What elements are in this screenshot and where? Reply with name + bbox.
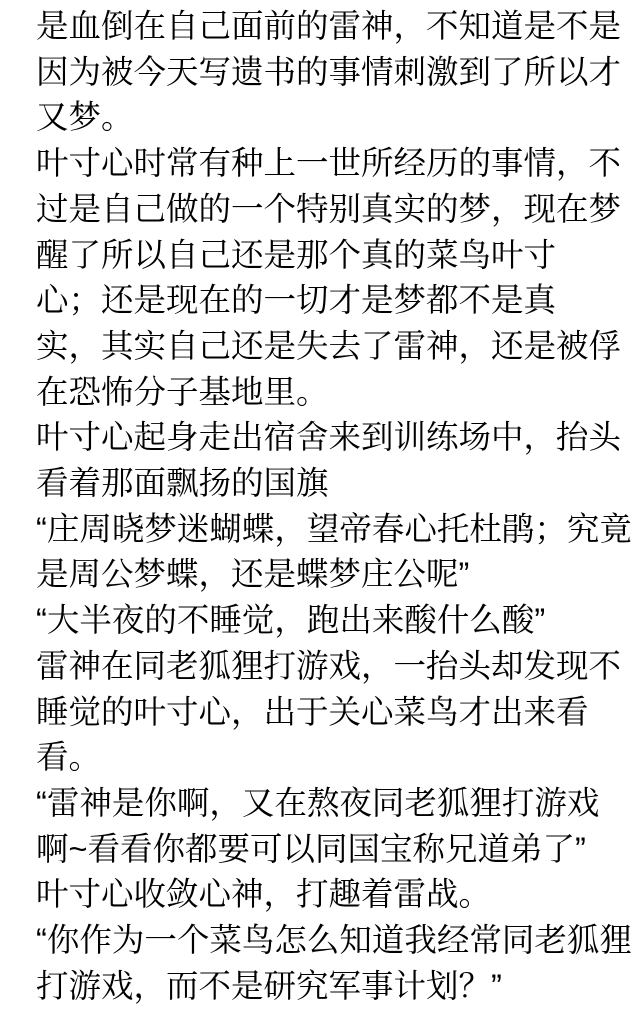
text-line: “庄周晓梦迷蝴蝶，望帝春心托杜鹃；究竟 <box>36 510 632 547</box>
text-line: 看。 <box>36 739 102 776</box>
text-line: 在恐怖分子基地里。 <box>36 373 329 410</box>
text-line: 打游戏，而不是研究军事计划？” <box>36 967 502 1004</box>
text-line: 实，其实自己还是失去了雷神，还是被俘 <box>36 327 622 364</box>
text-line: 醒了所以自己还是那个真的菜鸟叶寸 <box>36 236 557 273</box>
text-line: 叶寸心收敛心神，打趣着雷战。 <box>36 876 492 913</box>
text-line: “你作为一个菜鸟怎么知道我经常同老狐狸 <box>36 922 632 959</box>
text-line: 心；还是现在的一切才是梦都不是真 <box>36 282 557 319</box>
text-line: 是血倒在自己面前的雷神，不知道是不是 <box>36 8 622 44</box>
text-line: 叶寸心起身走出宿舍来到训练场中，抬头 <box>36 419 622 456</box>
text-line: 看着那面飘扬的国旗 <box>36 465 329 502</box>
text-line: 又梦。 <box>36 99 134 136</box>
text-line: 叶寸心时常有种上一世所经历的事情，不 <box>36 145 622 182</box>
text-line: 睡觉的叶寸心，出于关心菜鸟才出来看 <box>36 693 589 730</box>
text-line: “雷神是你啊，又在熬夜同老狐狸打游戏 <box>36 784 600 821</box>
text-line: 雷神在同老狐狸打游戏，一抬头却发现不 <box>36 647 622 684</box>
text-line: 过是自己做的一个特别真实的梦，现在梦 <box>36 190 622 227</box>
novel-text <box>36 4 640 1009</box>
text-line: “大半夜的不睡觉，跑出来酸什么酸” <box>36 602 546 639</box>
text-line: 是周公梦蝶，还是蝶梦庄公呢” <box>36 556 470 593</box>
text-line: 因为被今天写遗书的事情刺激到了所以才 <box>36 53 622 90</box>
text-line: 啊~看看你都要可以同国宝称兄道弟了” <box>36 830 586 867</box>
